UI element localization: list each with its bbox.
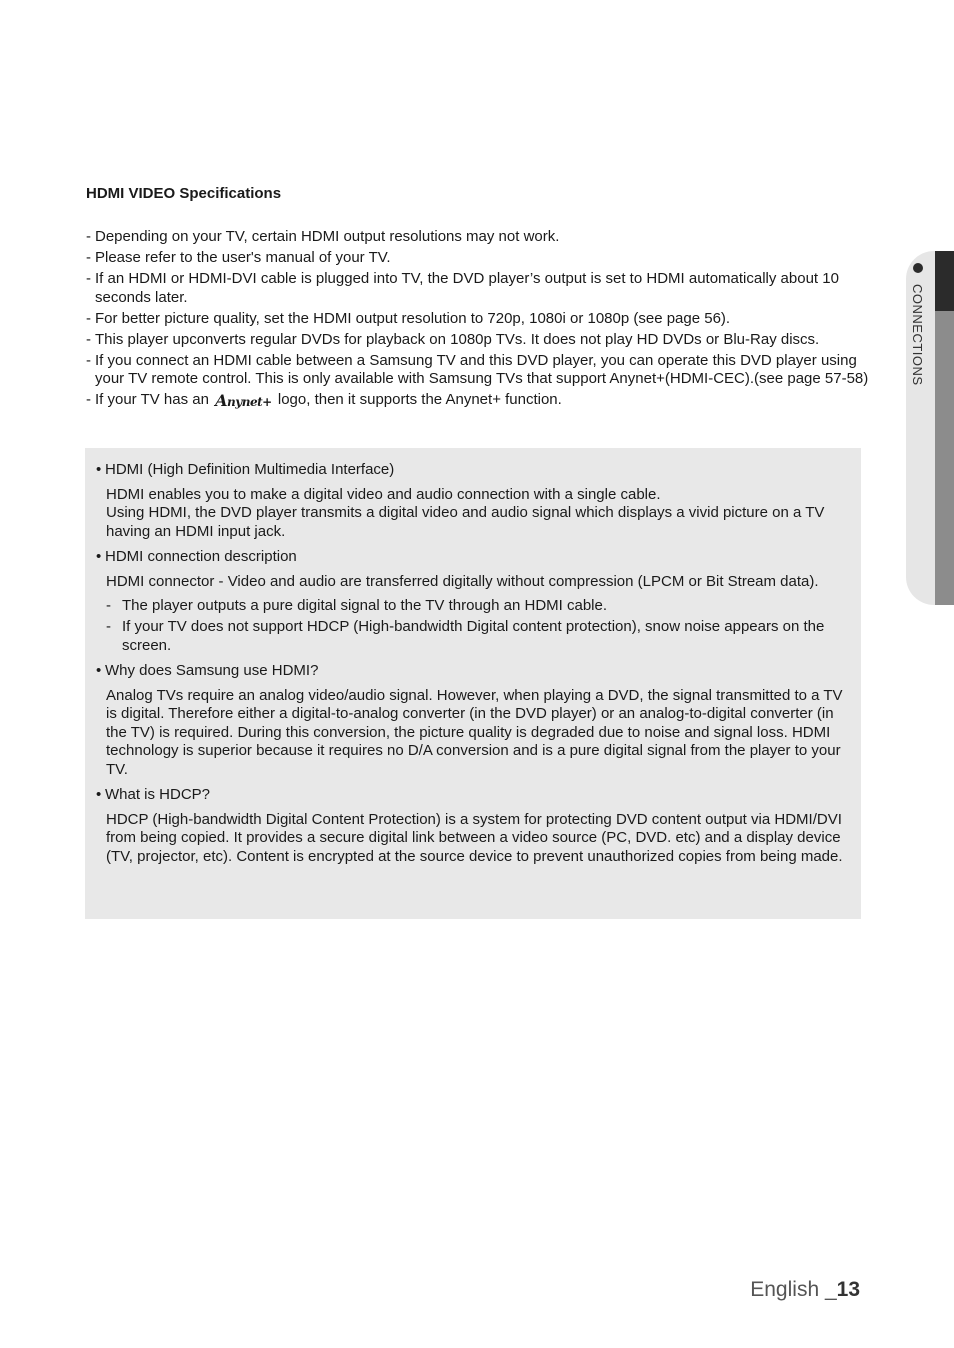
info-why-heading: Why does Samsung use HDMI? [105,662,319,679]
info-heading [96,662,847,681]
info-connection-body [96,573,847,592]
note-item: - For better picture quality, set the HDMI output resolution to 720p, 1080i or 1080p (see page 56). [86,310,876,329]
info-heading [96,548,847,567]
info-paragraph: HDMI enables you to make a digital video and audio connection with a single cable. [106,485,661,503]
page-number: 13 [836,1278,860,1301]
anynet-note-after: logo, then it supports the Anynet+ function. [277,391,562,408]
anynet-logo-rest: nynet+ [227,395,272,409]
info-why [96,662,847,779]
note-item: - If you connect an HDMI cable between a Samsung TV and this DVD player, you can operate this DVD player using your TV remote control. This is only available with Samsung TVs that support Anynet+(HDMI-CEC).(see page 57-58) [86,352,876,389]
info-paragraph: HDCP (High-bandwidth Digital Content Protection) is a system for protecting DVD content output via HDMI/DVI from being copied. It provides a secure digital link between a video source (PC, DVD. etc) and a display device (TV, projector, etc). Content is encrypted at the source device to prevent unauthorized copies from being made. [106,810,843,865]
sub-item: - If your TV does not support HDCP (High-bandwidth Digital content protection), snow noise appears on the screen. [106,618,847,655]
note-item: - If an HDMI or HDMI-DVI cable is plugged into TV, the DVD player’s output is set to HDMI automatically about 10 seconds later. [86,270,876,307]
section-title: HDMI VIDEO Specifications [86,185,282,202]
note-item: - This player upconverts regular DVDs for playback on 1080p TVs. It does not play HD DVDs or Blu-Ray discs. [86,331,876,350]
info-hdcp [96,786,847,866]
sub-item: - The player outputs a pure digital signal to the TV through an HDMI cable. [106,597,847,616]
anynet-note-before: If your TV has an [95,391,209,408]
bullet-icon: • [96,548,102,565]
info-connection [96,548,847,655]
side-tab-bar [935,311,954,605]
anynet-logo-initial: A [215,391,228,410]
connection-sub-list [96,597,847,655]
info-why-body [96,687,847,780]
info-heading [96,461,847,480]
side-tab-dot-icon [913,263,923,273]
note-item-anynet [86,391,876,412]
notes-list [86,228,876,414]
info-hdmi-body [96,486,847,542]
info-heading [96,786,847,805]
side-tab-label: CONNECTIONS [910,284,925,386]
anynet-logo-icon [215,392,272,412]
info-hdmi [96,461,847,541]
side-tab-marker [935,251,954,311]
info-paragraph: HDMI connector - Video and audio are transferred digitally without compression (LPCM or Bit Stream data). [106,572,819,590]
bullet-icon: • [96,461,102,478]
note-item: - Please refer to the user's manual of your TV. [86,249,876,268]
footer-language: English _ [750,1278,837,1301]
bullet-icon: • [96,786,102,803]
note-item: - Depending on your TV, certain HDMI output resolutions may not work. [86,228,876,247]
info-paragraph: Analog TVs require an analog video/audio signal. However, when playing a DVD, the signal transmitted to a TV is digital. Therefore either a digital-to-analog converter (in the DVD player) or an analog-to-digital converter (in the TV) is required. During this conversion, the picture quality is degraded due to noise and signal loss. HDMI technology is superior because it requires no D/A conversion and is a pure digital signal from the player to your TV. [106,686,843,778]
bullet-icon: • [96,662,102,679]
info-connection-heading: HDMI connection description [105,548,297,565]
page-footer [750,1278,860,1302]
info-hdcp-body [96,811,847,867]
info-box [85,448,861,919]
info-hdmi-heading: HDMI (High Definition Multimedia Interface) [105,461,395,478]
info-hdcp-heading: What is HDCP? [105,786,211,803]
info-paragraph: Using HDMI, the DVD player transmits a digital video and audio signal which displays a vivid picture on a TV having an HDMI input jack. [106,504,825,540]
